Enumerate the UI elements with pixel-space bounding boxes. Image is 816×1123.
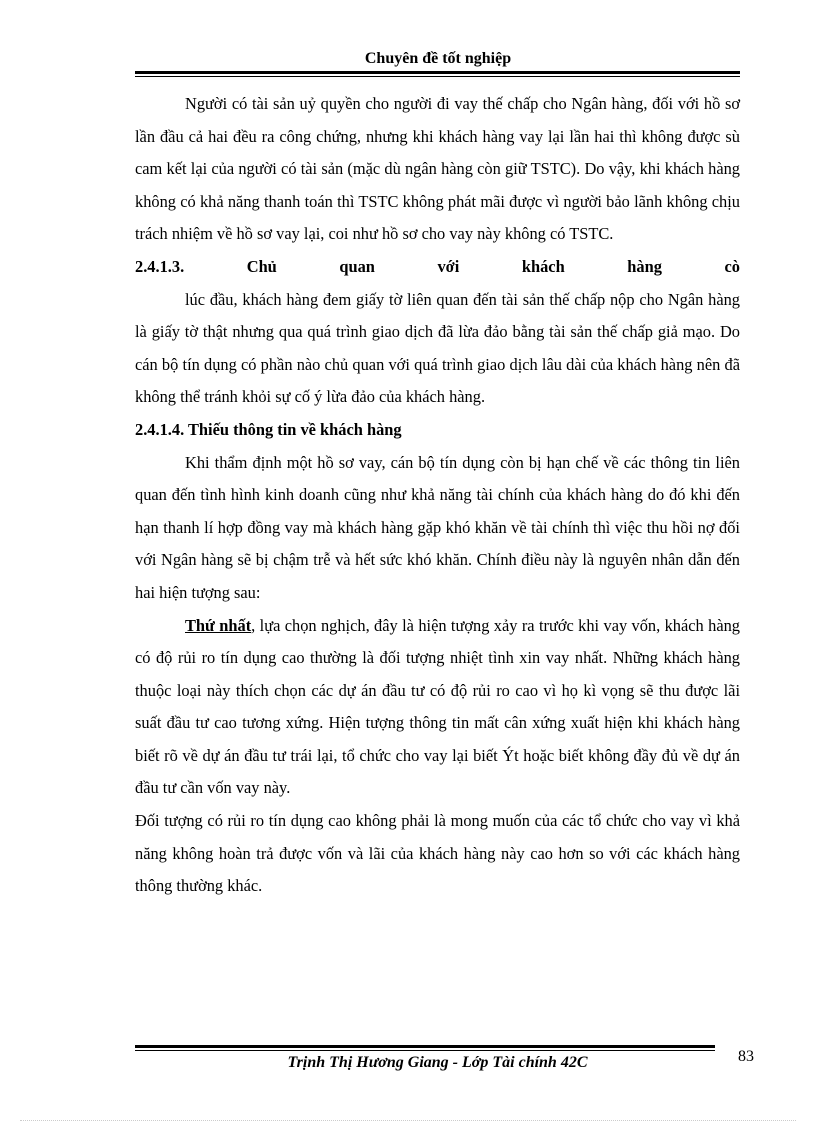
paragraph-2: lúc đầu, khách hàng đem giấy tờ liên quan đến tài sản thế chấp nộp cho Ngân hàng là giấy tờ thật nhưng qua quá trình giao dịch đã lừa đảo bằng tài sản thế chấp giả mạo. Do cán bộ tín dụng có phần nào chủ quan với quá trình giao dịch lâu dài của khách hàng nên đã không thể tránh khỏi sự cố ý lừa đảo của khách hàng. [135,289,740,407]
footer-rule-thin [135,1050,715,1051]
heading-word: quan [339,256,375,276]
paragraph-3: Khi thẩm định một hồ sơ vay, cán bộ tín dụng còn bị hạn chế về các thông tin liên quan đến tình hình kinh doanh cũng như khả năng tài chính của khách hàng do đó khi đến hạn thanh lí hợp đồng vay mà khách hàng gặp khó khăn về tài chính thì việc thu hồi nợ đối với Ngân hàng sẽ bị chậm trễ và hết sức khó khăn. Chính điều này là nguyên nhân dẫn đến hai hiện tượng sau: [135,452,740,602]
header-rule-thick [135,71,740,74]
paragraph-4 [135,610,740,806]
heading-word: khách [521,256,565,276]
paragraph-5: Đối tượng có rủi ro tín dụng cao không phải là mong muốn của các tổ chức cho vay vì khả năng không hoàn trả được vốn và lãi của khách hàng này cao hơn so với các khách hàng thông thường khác. [135,811,740,896]
paragraph-4-text: , lựa chọn nghịch, đây là hiện tượng xảy ra trước khi vay vốn, khách hàng có độ rủi ro tín dụng cao thường là đối tượng nhiệt tình xin vay nhất. Những khách hàng thuộc loại này thích chọn các dự án đầu tư có độ rủi ro cao vì họ kì vọng sẽ thu được lãi suất đầu tư cao tương xứng. Hiện tượng thông tin mất cân xứng xuất hiện khi khách hàng biết rõ về dự án đầu tư trái lại, tổ chức cho vay lại biết Ýt hoặc biết không đầy đủ về dự án đầu tư cần vốn vay này. [135,615,740,798]
heading-word: với [437,256,460,276]
page-number: 83 [738,1048,754,1065]
page-header-title: Chuyên đề tốt nghiệp [364,50,512,67]
document-body [135,88,740,903]
heading-word: Chủ [246,256,277,276]
footer-rule-thick [135,1045,715,1048]
header-rule-thin [135,76,740,77]
footer-author: Trịnh Thị Hương Giang - Lớp Tài chính 42C [287,1054,588,1071]
emphasis-first: Thứ nhất [185,615,252,635]
heading-word: hàng [627,256,662,276]
heading-word: cò [724,256,740,276]
section-heading-2-4-1-3 [135,251,740,284]
page-bottom-dotted-line [20,1120,796,1121]
section-heading-2-4-1-4: 2.4.1.4. Thiếu thông tin về khách hàng [135,419,402,439]
heading-word: 2.4.1.3. [135,256,185,276]
paragraph-1: Người có tài sản uỷ quyền cho người đi vay thế chấp cho Ngân hàng, đối với hồ sơ lần đầu cả hai đều ra công chứng, nhưng khi khách hàng vay lại lần hai thì không được sù cam kết lại của người có tài sản (mặc dù ngân hàng còn giữ TSTC). Do vậy, khi khách hàng không có khả năng thanh toán thì TSTC không phát mãi được vì người bảo lãnh không chịu trách nhiệm về hồ sơ vay lại, coi như hồ sơ cho vay này không có TSTC. [135,94,740,244]
